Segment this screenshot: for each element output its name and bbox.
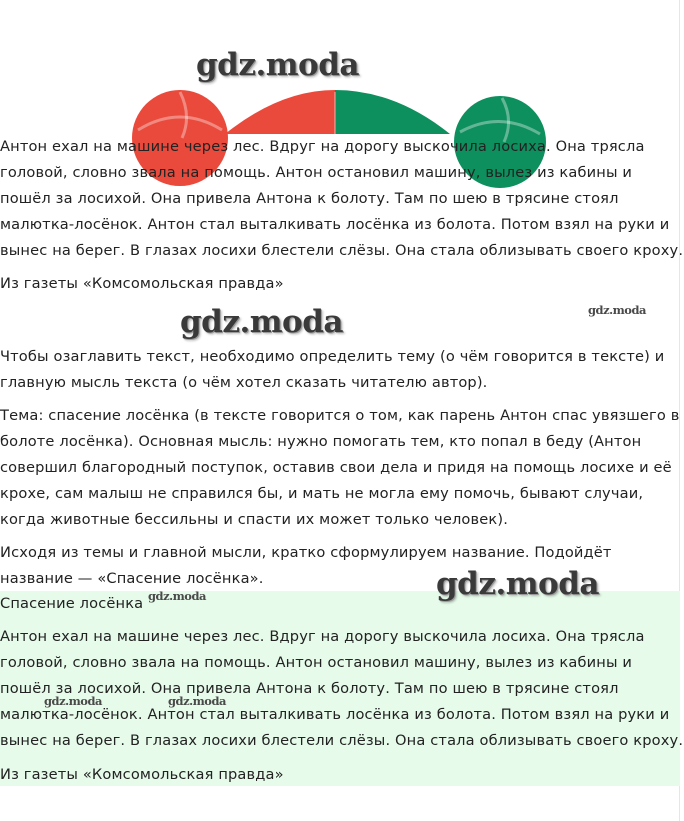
solution-conclusion: Исходя из темы и главной мысли, кратко сформулируем название. Подойдёт название — «Спасение лосёнка». [0, 544, 617, 587]
task-text: Антон ехал на машине через лес. Вдруг на дорогу выскочила лосиха. Она трясла головой, словно звала на помощь. Антон остановил машину, вылез из кабины и пошёл за лосихой. Она привела Антона к болоту. Там по шею в трясине стоял малютка-лосёнок. Антон стал выталкивать лосёнка из болота. Потом взял на руки и вынес на берег. В глазах лосихи блестели слёзы. Она стала облизывать своего кроху. [0, 138, 684, 259]
watermark: gdz.moda [588, 303, 646, 317]
watermark: gdz.moda [148, 589, 206, 603]
header-illustration [130, 82, 545, 134]
answer-source: Из газеты «Комсомольская правда» [0, 766, 284, 783]
solution-topic: Тема: спасение лосёнка (в тексте говорится о том, как парень Антон спас увязшего в болоте лосёнка). Основная мысль: нужно помогать тем, кто попал в беду (Антон совершил благородный поступок, оставив свои дела и придя на помощь лосихе и её крохе, сам малыш не справился бы, и мать не могла ему помочь, бывают случаи, когда животные бессильны и спасти их может только человек). [0, 407, 684, 528]
answer-title: Спасение лосёнка [0, 595, 144, 612]
watermark: gdz.moda [168, 694, 226, 708]
solution-intro: Чтобы озаглавить текст, необходимо определить тему (о чём говорится в тексте) и главную мысль текста (о чём хотел сказать читателю автор). [0, 348, 670, 391]
task-source: Из газеты «Комсомольская правда» [0, 275, 284, 292]
red-half-ball [225, 90, 335, 134]
answer-text: Антон ехал на машине через лес. Вдруг на дорогу выскочила лосиха. Она трясла головой, словно звала на помощь. Антон остановил машину, вылез из кабины и пошёл за лосихой. Она привела Антона к болоту. Там по шею в трясине стоял малютка-лосёнок. Антон стал выталкивать лосёнка из болота. Потом взял на руки и вынес на берег. В глазах лосихи блестели слёзы. Она стала облизывать своего кроху. [0, 628, 684, 749]
watermark: gdz.moda [436, 566, 599, 602]
watermark: gdz.moda [180, 304, 343, 340]
watermark: gdz.moda [44, 694, 102, 708]
watermark: gdz.moda [196, 47, 359, 83]
header-illustration-svg [130, 82, 545, 134]
green-half-ball [335, 90, 450, 134]
